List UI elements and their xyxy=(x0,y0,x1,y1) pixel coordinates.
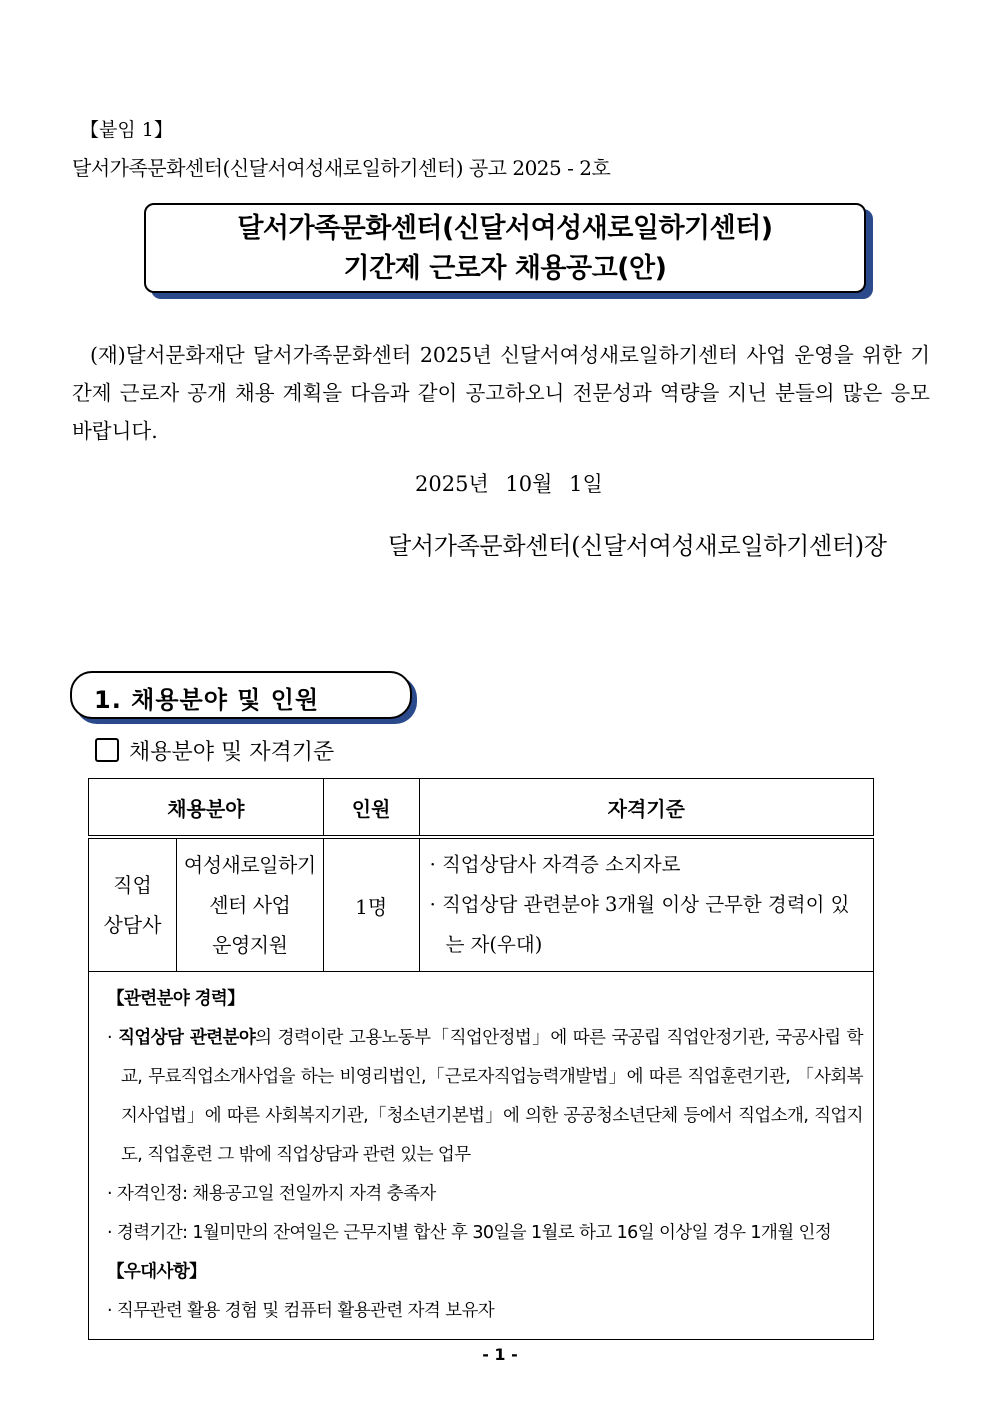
attachment-label: 【붙임 1】 xyxy=(80,119,173,141)
criteria-cell xyxy=(419,837,873,972)
notes-cell xyxy=(89,972,874,1340)
title-line-1: 달서가족문화센터(신달서여성새로일하기센터) xyxy=(237,213,773,244)
header-count: 인원 xyxy=(323,779,419,838)
field-line-2: 상담사 xyxy=(103,913,162,937)
sub-field-cell xyxy=(176,837,323,972)
career-definition: · 직업상담 관련분야의 경력이란 고용노동부「직업안정법」에 따른 국공립 직업안정기관, 국공사립 학교, 무료직업소개사업을 하는 비영리법인,「근로자직업능력개발법」에 따른 직업훈련기관, 「사회복지사업법」에 따른 사회복지기관,「청소년기본법」에 의한 공공청소년단체 등에서 직업소개, 직업지도, 직업훈련 그 밖에 직업상담과 관련 있는 업무 xyxy=(107,1028,863,1165)
requirements-table xyxy=(88,778,874,1340)
signer: 달서가족문화센터(신달서여성새로일하기센터)장 xyxy=(388,532,887,560)
career-heading: 【관련분야 경력】 xyxy=(107,989,245,1009)
section-heading-box xyxy=(70,671,412,719)
intro-paragraph xyxy=(72,336,930,450)
career-bold: 직업상담 관련분야 xyxy=(118,1028,256,1048)
table-header-row xyxy=(89,779,874,838)
field-line-1: 직업 xyxy=(113,873,152,897)
criteria-item-1: · 직업상담사 자격증 소지자로 xyxy=(429,853,681,876)
checkbox-icon xyxy=(95,738,119,762)
section-heading: 1. 채용분야 및 인원 xyxy=(94,686,320,714)
header-criteria: 자격기준 xyxy=(419,779,873,838)
notes-row xyxy=(89,972,874,1340)
sub-heading-text: 채용분야 및 자격기준 xyxy=(129,740,335,765)
title-box xyxy=(144,203,866,293)
career-text: 의 경력이란 고용노동부「직업안정법」에 따른 국공립 직업안정기관, 국공사립 학교, 무료직업소개사업을 하는 비영리법인,「근로자직업능력개발법」에 따른 직업훈련기관, 「사회복지사업법」에 따른 사회복지기관,「청소년기본법」에 의한 공공청소년단체 등에서 직업소개, 직업지도, 직업훈련 그 밖에 직업상담과 관련 있는 업무 xyxy=(121,1028,863,1165)
notice-date: 2025년 10월 1일 xyxy=(415,472,603,496)
field-cell xyxy=(89,837,177,972)
preference-note: · 직무관련 활용 경험 및 컴퓨터 활용관련 자격 보유자 xyxy=(107,1301,495,1321)
criteria-item-2: · 직업상담 관련분야 3개월 이상 근무한 경력이 있는 자(우대) xyxy=(429,893,850,956)
cert-note: · 자격인정: 채용공고일 전일까지 자격 충족자 xyxy=(107,1184,436,1204)
sub-field-line-2: 센터 사업 xyxy=(209,893,291,917)
intro-text: (재)달서문화재단 달서가족문화센터 2025년 신달서여성새로일하기센터 사업 운영을 위한 기간제 근로자 공개 채용 계획을 다음과 같이 공고하오니 전문성과 역량을 지닌 분들의 많은 응모 바랍니다. xyxy=(72,343,930,443)
period-note: · 경력기간: 1월미만의 잔여일은 근무지별 합산 후 30일을 1월로 하고 16일 이상일 경우 1개월 인정 xyxy=(107,1223,832,1243)
title-line-2: 기간제 근로자 채용공고(안) xyxy=(343,253,667,284)
sub-field-line-1: 여성새로일하기 xyxy=(183,853,316,877)
page-number: - 1 - xyxy=(482,1345,518,1364)
preference-heading: 【우대사항】 xyxy=(107,1262,207,1282)
notice-number: 달서가족문화센터(신달서여성새로일하기센터) 공고 2025 - 2호 xyxy=(72,156,611,180)
sub-heading xyxy=(95,735,334,766)
count-cell: 1명 xyxy=(323,837,419,972)
header-field: 채용분야 xyxy=(89,779,324,838)
sub-field-line-3: 운영지원 xyxy=(212,933,288,957)
table-row xyxy=(89,837,874,972)
